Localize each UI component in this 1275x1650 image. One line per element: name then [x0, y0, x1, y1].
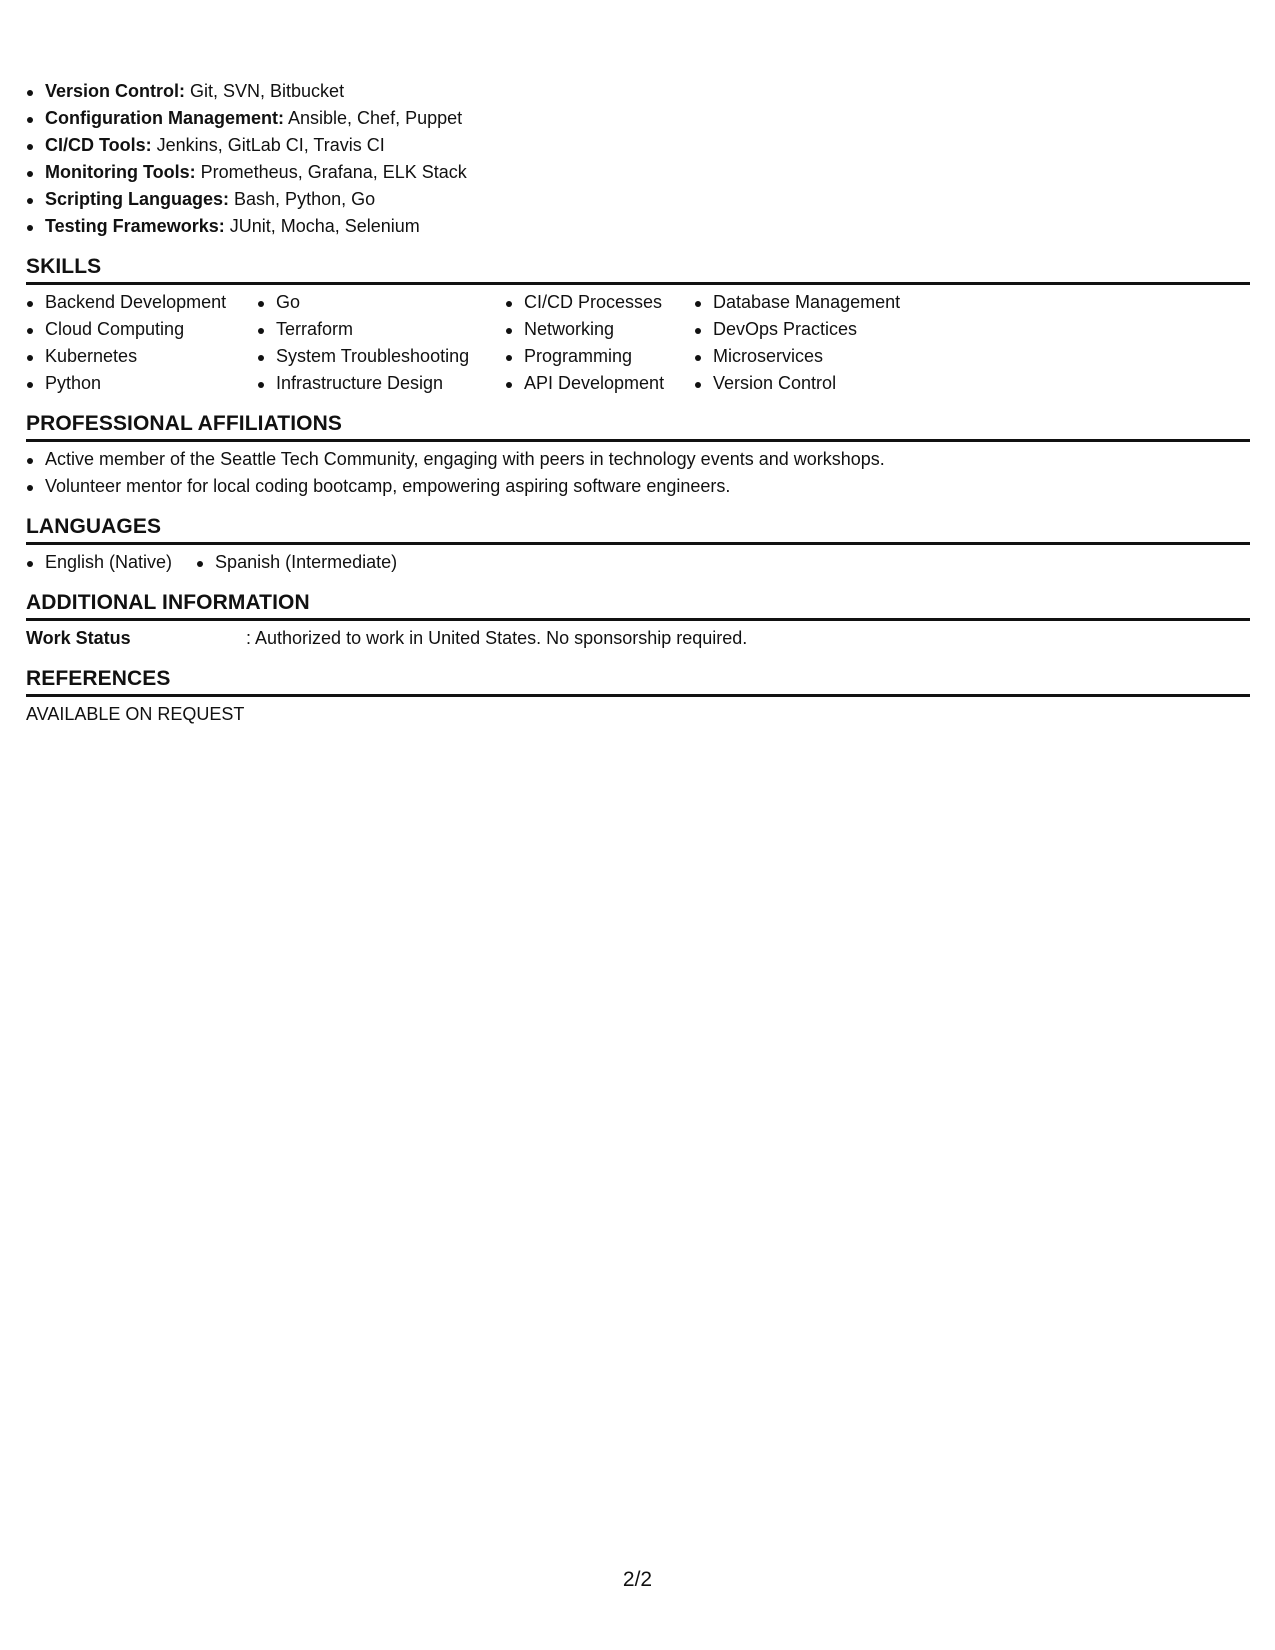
section-heading: SKILLS: [26, 254, 1250, 285]
skill-item: CI/CD Processes: [505, 289, 694, 316]
list-item: [26, 213, 1250, 240]
skill-item: Terraform: [257, 316, 505, 343]
skill-item: Infrastructure Design: [257, 370, 505, 397]
work-status-row: [26, 625, 1250, 652]
tool-category-value: Git, SVN, Bitbucket: [185, 81, 345, 101]
tool-category-value: Jenkins, GitLab CI, Travis CI: [151, 135, 385, 155]
affiliations-list: [26, 446, 1250, 500]
section-heading: REFERENCES: [26, 666, 1250, 697]
language-item: Spanish (Intermediate): [196, 549, 397, 576]
skill-item: Programming: [505, 343, 694, 370]
skills-column: [505, 289, 694, 397]
skills-grid: [26, 289, 1250, 397]
skill-item: Cloud Computing: [26, 316, 257, 343]
tool-category-value: JUnit, Mocha, Selenium: [224, 216, 420, 236]
tools-list: [26, 78, 1250, 240]
section-heading: PROFESSIONAL AFFILIATIONS: [26, 411, 1250, 442]
tool-category-label: Scripting Languages:: [45, 189, 230, 209]
tool-category-value: Ansible, Chef, Puppet: [284, 108, 463, 128]
skills-section: [26, 254, 1250, 397]
skill-item: Kubernetes: [26, 343, 257, 370]
work-status-value: : Authorized to work in United States. No sponsorship required.: [246, 628, 748, 648]
references-text: AVAILABLE ON REQUEST: [26, 704, 245, 724]
tool-category-label: Configuration Management:: [45, 108, 284, 128]
languages-list: [26, 549, 1250, 576]
tool-category-label: Version Control:: [45, 81, 186, 101]
affiliations-section: [26, 411, 1250, 500]
section-heading: ADDITIONAL INFORMATION: [26, 590, 1250, 621]
skill-item: API Development: [505, 370, 694, 397]
list-item: Volunteer mentor for local coding bootcamp, empowering aspiring software engineers.: [26, 473, 1250, 500]
additional-info-section: [26, 590, 1250, 652]
tool-category-label: Monitoring Tools:: [45, 162, 196, 182]
skills-column: [26, 289, 257, 397]
skills-column: [694, 289, 954, 397]
list-item: [26, 186, 1250, 213]
work-status-label: Work Status: [26, 628, 131, 648]
language-item: English (Native): [26, 549, 172, 576]
skill-item: Version Control: [694, 370, 954, 397]
skill-item: System Troubleshooting: [257, 343, 505, 370]
list-item: [26, 78, 1250, 105]
list-item: [26, 132, 1250, 159]
skill-item: Database Management: [694, 289, 954, 316]
tool-category-value: Bash, Python, Go: [229, 189, 376, 209]
page-number: 2/2: [622, 1568, 653, 1591]
tool-category-label: CI/CD Tools:: [45, 135, 152, 155]
list-item: [26, 105, 1250, 132]
list-item: [26, 159, 1250, 186]
references-section: [26, 666, 1250, 728]
skill-item: Microservices: [694, 343, 954, 370]
resume-page: [26, 78, 1250, 728]
skill-item: Networking: [505, 316, 694, 343]
skill-item: Backend Development: [26, 289, 257, 316]
tool-category-value: Prometheus, Grafana, ELK Stack: [195, 162, 467, 182]
skill-item: Go: [257, 289, 505, 316]
skill-item: DevOps Practices: [694, 316, 954, 343]
languages-section: [26, 514, 1250, 576]
section-heading: LANGUAGES: [26, 514, 1250, 545]
tool-category-label: Testing Frameworks:: [45, 216, 225, 236]
skill-item: Python: [26, 370, 257, 397]
list-item: Active member of the Seattle Tech Community, engaging with peers in technology events and workshops.: [26, 446, 1250, 473]
skills-column: [257, 289, 505, 397]
